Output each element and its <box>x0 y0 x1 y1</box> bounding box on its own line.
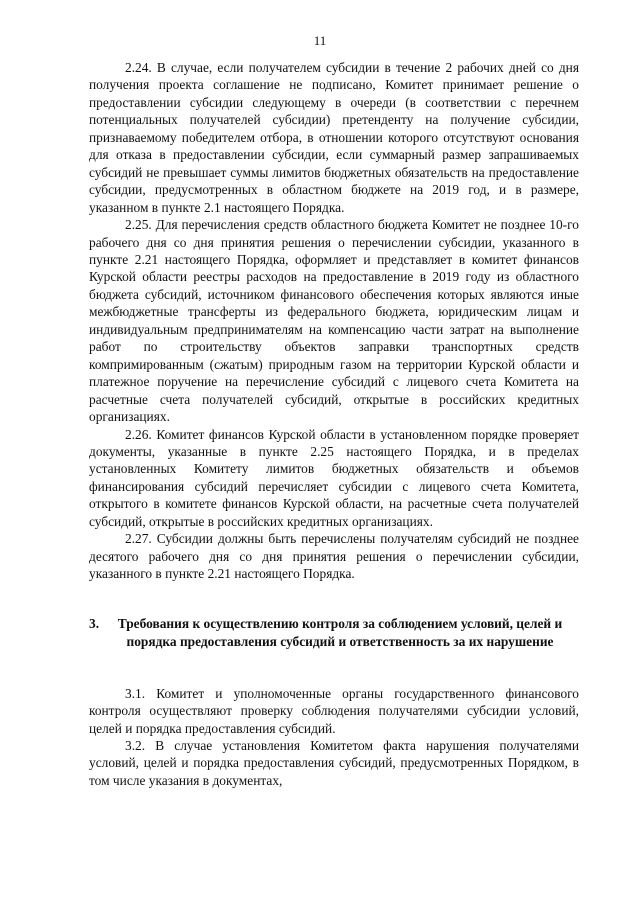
paragraph-3-1: 3.1. Комитет и уполномоченные органы государственного финансового контроля осуществляют проверку соблюдения получателями субсидии условий, целей и порядка предоставления субсидий. <box>89 685 579 736</box>
section-number: 3. <box>89 615 100 631</box>
paragraph-3-2: 3.2. В случае установления Комитетом факта нарушения получателями условий, целей и порядка предоставления субсидий, предусмотренных Порядком, в том числе указания в документах, <box>89 737 579 788</box>
paragraph-2-26: 2.26. Комитет финансов Курской области в установленном порядке проверяет документы, указанные в пункте 2.25 настоящего Порядка, и в пределах установленных Комитету лимитов бюджетных обязательств и объемов финансирования субсидий перечисляет субсидии с лицевого счета Комитета, открытого в комитете финансов Курской области, на расчетные счета получателей субсидий, открытые в российских кредитных организациях. <box>89 426 579 529</box>
paragraph-2-25: 2.25. Для перечисления средств областного бюджета Комитет не позднее 10-го рабочего дня со дня принятия решения о перечислении субсидии, указанного в пункте 2.21 настоящего Порядка, оформляет и представляет в комитет финансов Курской области реестры расходов на предоставление в 2019 году из областного бюджета субсидий, источником финансового обеспечения которых являются иные межбюджетные трансферты из федерального бюджета, юридическим лицам и индивидуальным предпринимателям на компенсацию части затрат на выполнение работ по строительству объектов заправки транспортных средств компримированным (сжатым) природным газом на территории Курской области и платежное поручение на перечисление субсидий с лицевого счета Комитета на расчетные счета получателей субсидий, открытые в российских кредитных организациях. <box>89 217 579 425</box>
section-title: Требования к осуществлению контроля за соблюдением условий, целей и порядка предоставления субсидий и ответственность за их нарушение <box>117 615 563 649</box>
section-3-heading <box>89 615 579 651</box>
document-body <box>89 59 579 789</box>
paragraph-2-27: 2.27. Субсидии должны быть перечислены получателям субсидий не позднее десятого рабочего дня со дня принятия решения о перечислении субсидии, указанного в пункте 2.21 настоящего Порядка. <box>89 531 579 582</box>
page-number: 11 <box>313 33 327 48</box>
paragraph-2-24: 2.24. В случае, если получателем субсидии в течение 2 рабочих дней со дня получения проекта соглашение не подписано, Комитет принимает решение о предоставлении субсидии следующему в очереди (в соответствии с перечнем потенциальных получателей субсидии) претенденту на получение субсидии, признаваемому победителем отбора, в отношении которого отсутствуют основания для отказа в предоставлении субсидии, если суммарный размер запрашиваемых субсидий не превышает суммы лимитов бюджетных обязательств на предоставление субсидии, предусмотренных в областном бюджете на 2019 год, и в размере, указанном в пункте 2.1 настоящего Порядка. <box>89 60 579 215</box>
